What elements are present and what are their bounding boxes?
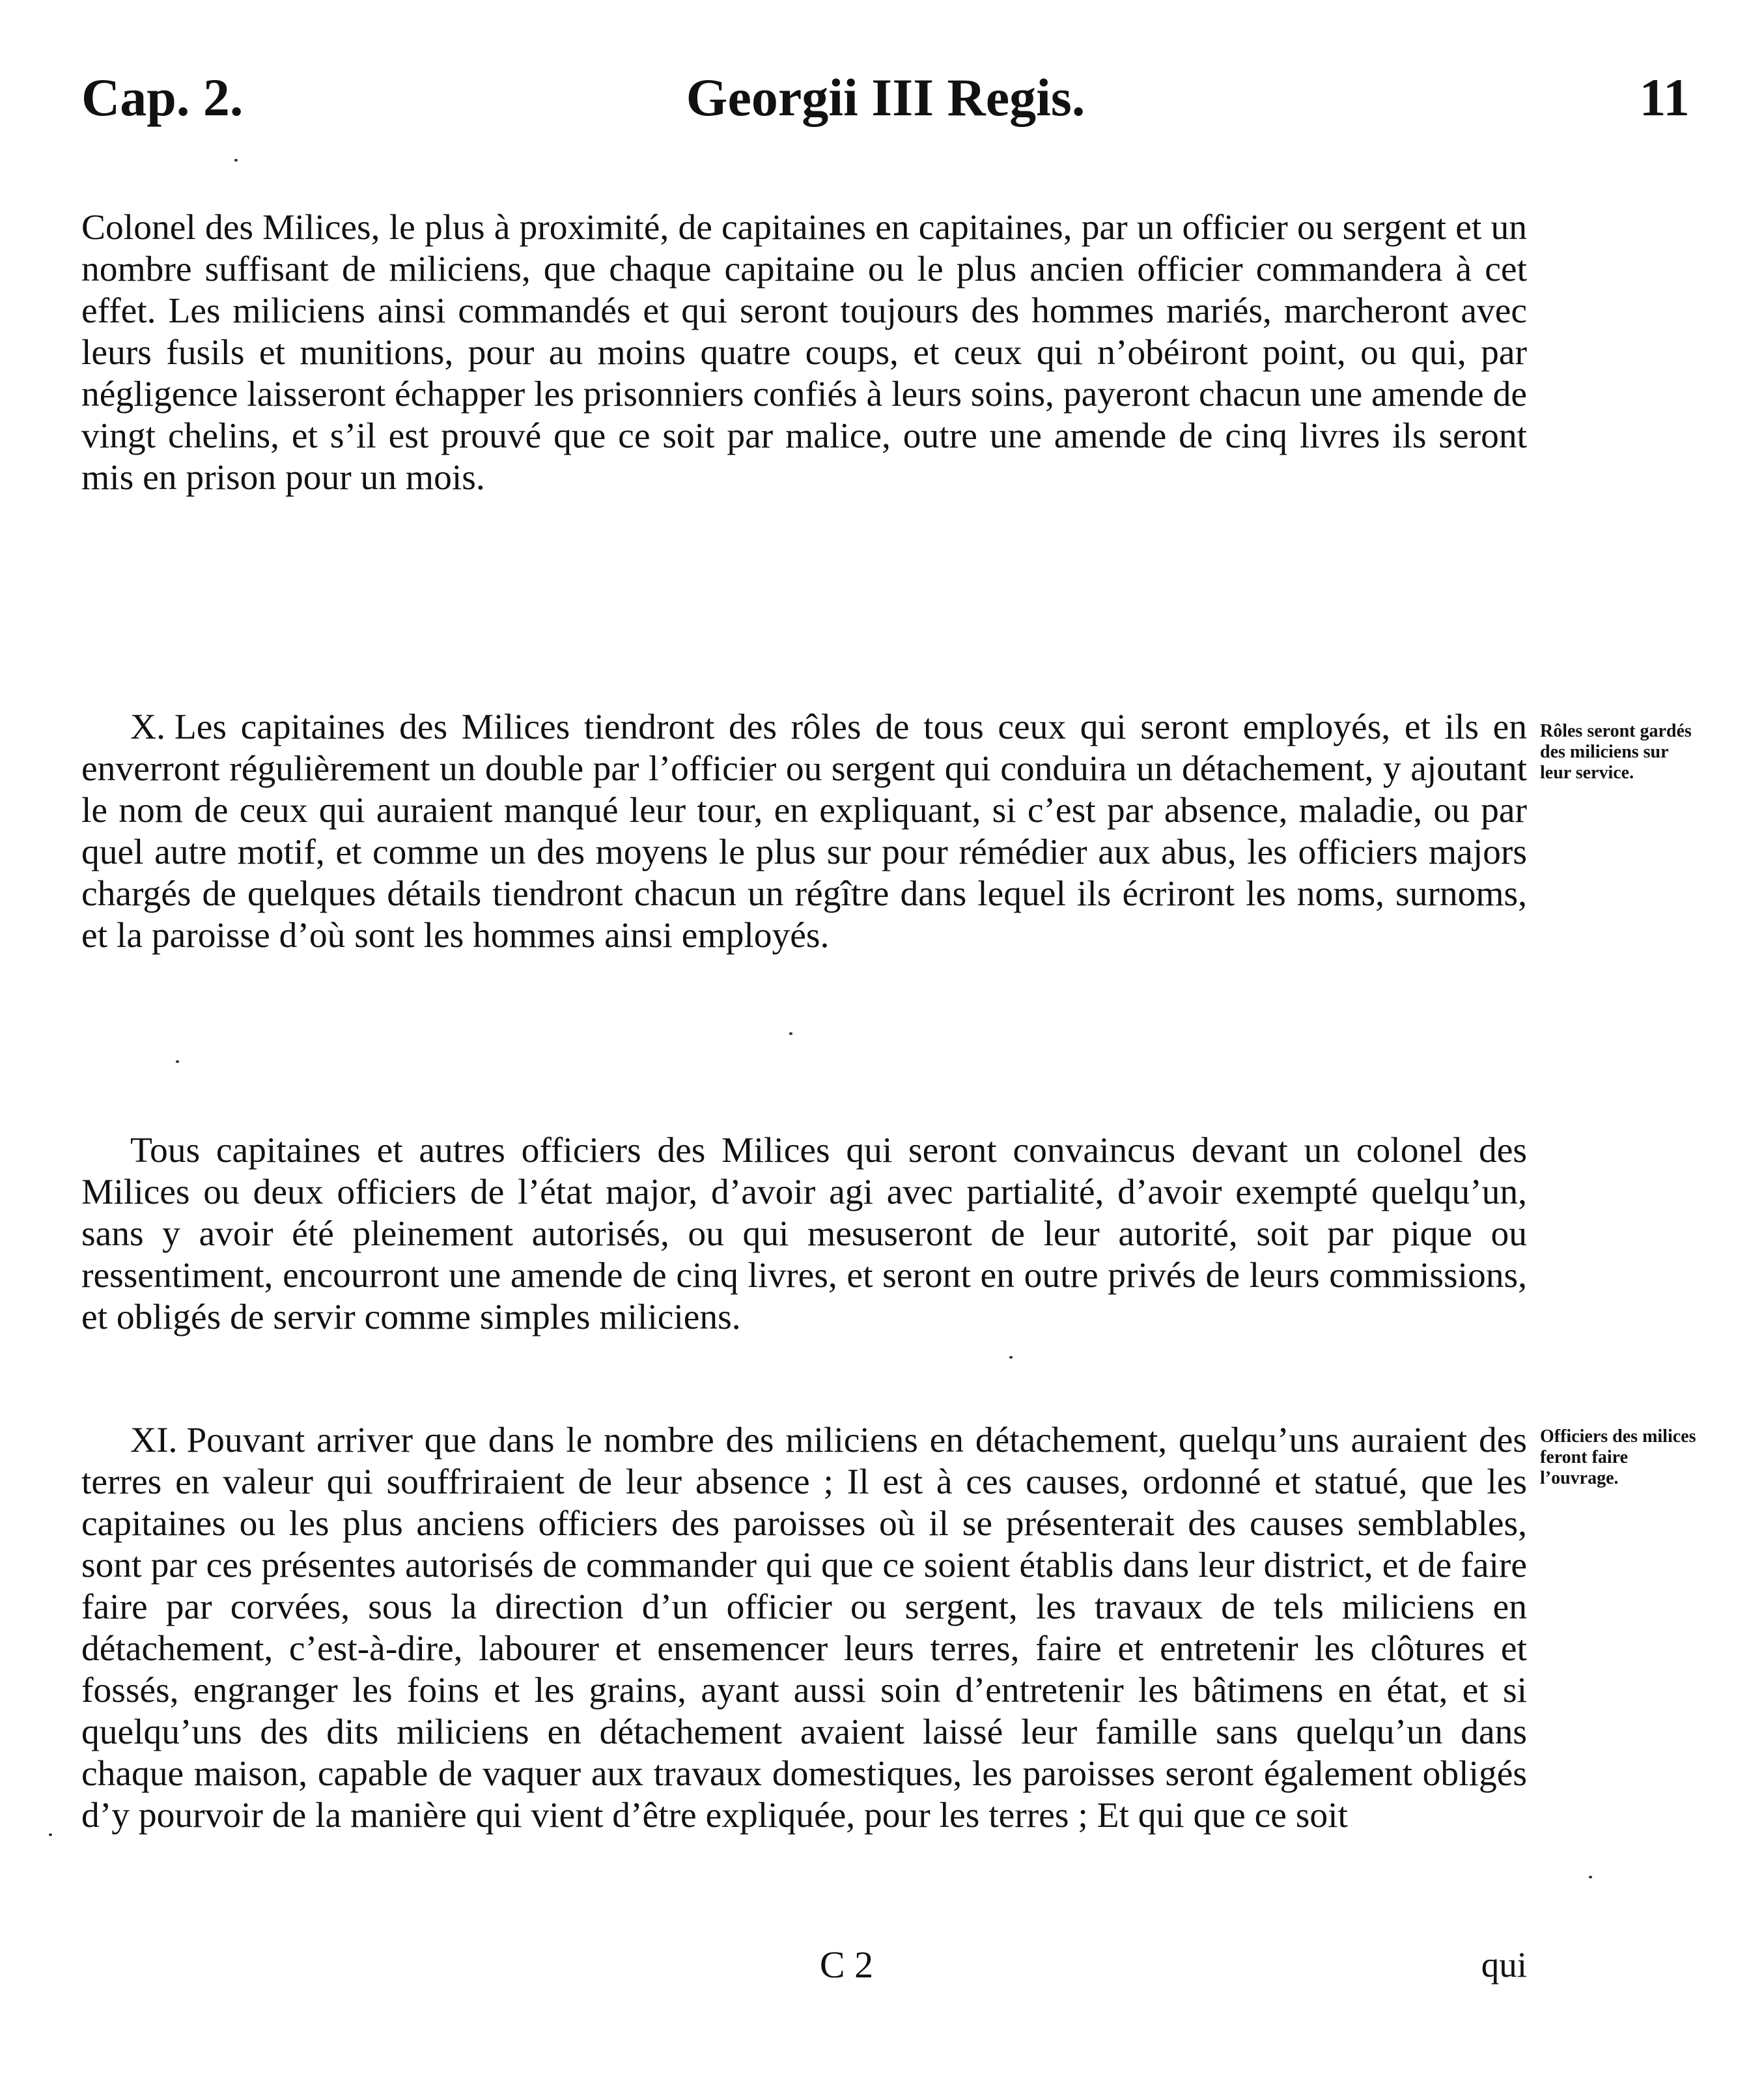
chapter-label: Cap. 2. xyxy=(81,68,244,127)
section-xi-paragraph xyxy=(81,1420,1527,1837)
section-number: XI. xyxy=(130,1421,178,1460)
print-speck xyxy=(1009,1356,1013,1359)
paragraph-continuation xyxy=(81,207,1527,499)
catchword: qui xyxy=(1481,1945,1527,1985)
paragraph-text: Colonel des Milices, le plus à proximité, de capitaines en capitaines, par un officier ou sergent et un nombre suffisant de miliciens, que chaque capitaine ou le plus ancien officier commandera à cet effet. Les miliciens ainsi commandés et qui seront toujours des hommes mariés, marcheront avec leurs fusils et munitions, pour au moins quatre coups, et ceux qui n’obéiront point, ou qui, par négligence laisseront échapper les prisonniers confiés à leurs soins, payeront chacun une amende de vingt chelins, et s’il est prouvé que ce soit par malice, outre une amende de cinq livres ils seront mis en prison pour un mois. xyxy=(81,208,1527,498)
print-speck xyxy=(176,1060,179,1063)
print-speck xyxy=(234,159,238,162)
section-x-paragraph xyxy=(81,707,1527,957)
paragraph-text: Tous capitaines et autres officiers des Milices qui seront convaincus devant un colonel des Milices ou deux officiers de l’état major, d’avoir agi avec partialité, d’avoir exempté quelqu’un, sans y avoir été pleinement autorisés, ou qui mesuseront de leur autorité, soit par pique ou ressentiment, encourront une amende de cinq livres, et seront en outre privés de leurs commissions, et obligés de servir comme simples miliciens. xyxy=(81,1131,1527,1337)
page-number: 11 xyxy=(1639,68,1690,127)
print-speck xyxy=(49,1833,52,1836)
print-speck xyxy=(789,1032,792,1035)
margin-note-officers: Officiers des milices feront faire l’ouvrage. xyxy=(1540,1426,1696,1488)
section-number: X. xyxy=(130,707,165,747)
print-speck xyxy=(1589,1876,1592,1878)
paragraph-officers-penalty xyxy=(81,1130,1527,1338)
paragraph-text: Les capitaines des Milices tiendront des rôles de tous ceux qui seront employés, et ils en enverront régulièrement un double par l’officier ou sergent qui conduira un détachement, y ajoutant le nom de ceux qui auraient manqué leur tour, en expliquant, si c’est par absence, maladie, ou par quel autre motif, et comme un des moyens le plus sur pour rémédier aux abus, les officiers majors chargés de quelques détails tiendront chacun un régître dans lequel ils écriront les noms, surnoms, et la paroisse d’où sont les hommes ainsi employés. xyxy=(81,707,1527,955)
signature-mark: C 2 xyxy=(819,1944,874,1986)
paragraph-indent xyxy=(81,1131,130,1170)
margin-note-roles: Rôles seront gardés des miliciens sur leur service. xyxy=(1540,721,1692,783)
running-title: Georgii III Regis. xyxy=(686,68,1085,127)
running-header xyxy=(81,62,1690,134)
paragraph-text: Pouvant arriver que dans le nombre des miliciens en détachement, quelqu’uns auraient des terres en valeur qui souffriraient de leur absence ; Il est à ces causes, ordonné et statué, que les capitaines ou les plus anciens officiers des paroisses où il se présenterait des causes semblables, sont par ces présentes autorisés de commander qui que ce soient établis dans leur district, et de faire faire par corvées, sous la direction d’un officier ou sergent, les travaux de tels miliciens en détachement, c’est-à-dire, labourer et ensemencer leurs terres, faire et entretenir les clôtures et fossés, engranger les foins et les grains, ayant aussi soin d’entretenir les bâtimens en état, et si quelqu’uns des dits miliciens en détachement avaient laissé leur famille sans quelqu’un dans chaque maison, capable de vaquer aux travaux domestiques, les paroisses seront également obligés d’y pourvoir de la manière qui vient d’être expliquée, pour les terres ; Et qui que ce soit xyxy=(81,1421,1527,1835)
